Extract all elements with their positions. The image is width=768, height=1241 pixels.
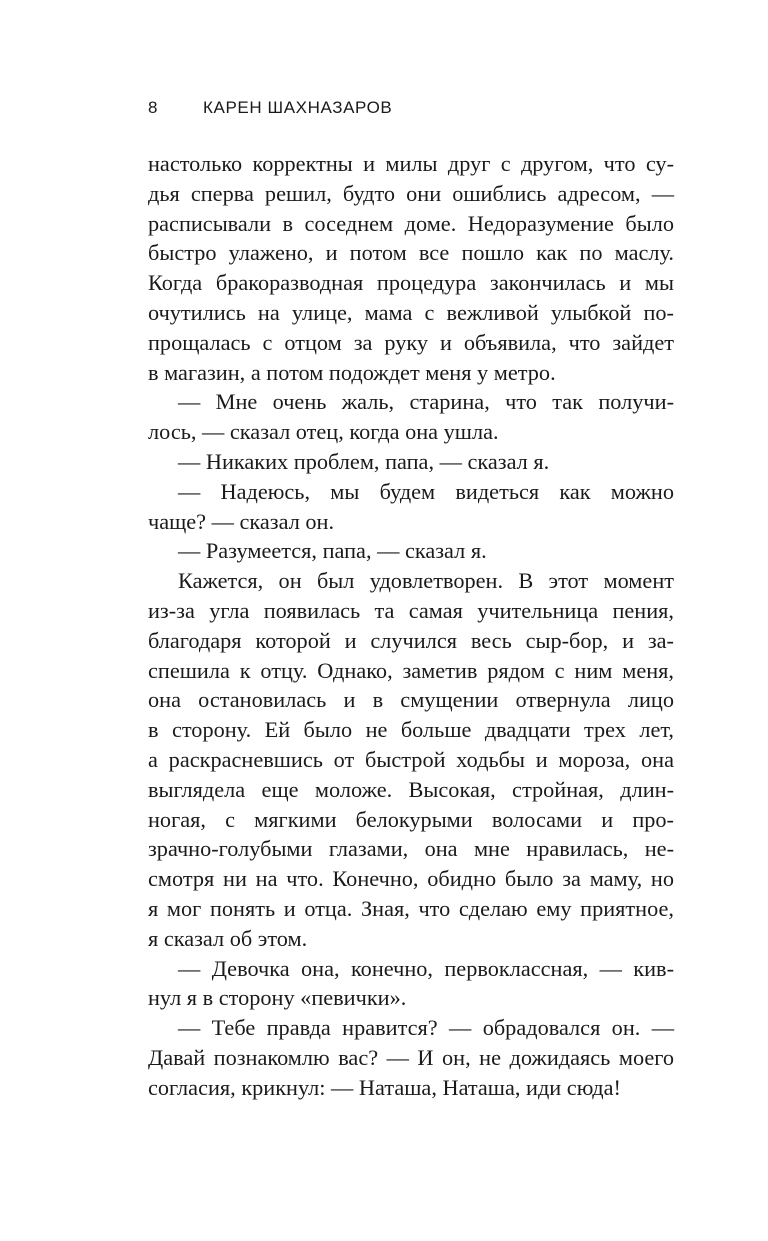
text-line: Когда бракоразводная процедура закончилась и мы: [148, 270, 674, 296]
text-line: в сторону. Ей было не больше двадцати трех лет,: [148, 717, 674, 743]
text-line: — Девочка она, конечно, первоклассная, — кив-: [178, 955, 674, 981]
text-line: выглядела еще моложе. Высокая, стройная, длин-: [148, 776, 674, 802]
text-line: Давай познакомлю вас? — И он, не дожидаясь моего: [148, 1044, 674, 1070]
text-line: согласия, крикнул: — Наташа, Наташа, иди сюда!: [148, 1074, 621, 1100]
body-text: [148, 149, 674, 1103]
text-line: Кажется, он был удовлетворен. В этот момент: [178, 568, 674, 594]
text-line: я сказал об этом.: [148, 925, 308, 951]
text-line: — Никаких проблем, папа, — сказал я.: [178, 448, 550, 474]
text-line: спешила к отцу. Однако, заметив рядом с ним меня,: [148, 657, 674, 683]
text-line: смотря ни на что. Конечно, обидно было за маму, но: [148, 866, 674, 892]
text-line: чаще? — сказал он.: [148, 508, 335, 534]
text-line: а раскрасневшись от быстрой ходьбы и мороза, она: [148, 746, 674, 772]
author-name: КАРЕН ШАХНАЗАРОВ: [203, 98, 393, 117]
text-line: в магазин, а потом подождет меня у метро.: [148, 359, 556, 385]
text-line: — Тебе правда нравится? — обрадовался он. —: [178, 1015, 674, 1041]
text-line: настолько корректны и милы друг с другом, что су-: [148, 151, 674, 176]
text-line: расписывали в соседнем доме. Недоразумение было: [148, 210, 674, 236]
text-line: зрачно-голубыми глазами, она мне нравилась, не-: [148, 836, 674, 862]
text-line: дья сперва решил, будто они ошиблись адресом, —: [148, 180, 674, 206]
running-head: [148, 96, 678, 120]
text-line: я мог понять и отца. Зная, что сделаю ему приятное,: [148, 895, 674, 921]
text-line: лось, — сказал отец, когда она ушла.: [148, 419, 499, 445]
text-line: она остановилась и в смущении отвернула лицо: [148, 687, 674, 713]
text-line: прощалась с отцом за руку и объявила, что зайдет: [148, 329, 674, 355]
text-line: ногая, с мягкими белокурыми волосами и про-: [148, 806, 674, 832]
text-line: из-за угла появилась та самая учительница пения,: [148, 597, 674, 623]
text-line: благодаря которой и случился весь сыр-бор, и за-: [148, 627, 674, 653]
text-line: — Надеюсь, мы будем видеться как можно: [178, 478, 674, 504]
text-line: — Мне очень жаль, старина, что так получи-: [178, 389, 674, 415]
page-number: 8: [148, 98, 159, 117]
text-line: быстро улажено, и потом все пошло как по маслу.: [148, 240, 674, 266]
text-line: — Разумеется, папа, — сказал я.: [178, 538, 487, 564]
text-line: нул я в сторону «певички».: [148, 985, 407, 1011]
text-line: очутились на улице, мама с вежливой улыбкой по-: [148, 299, 674, 325]
